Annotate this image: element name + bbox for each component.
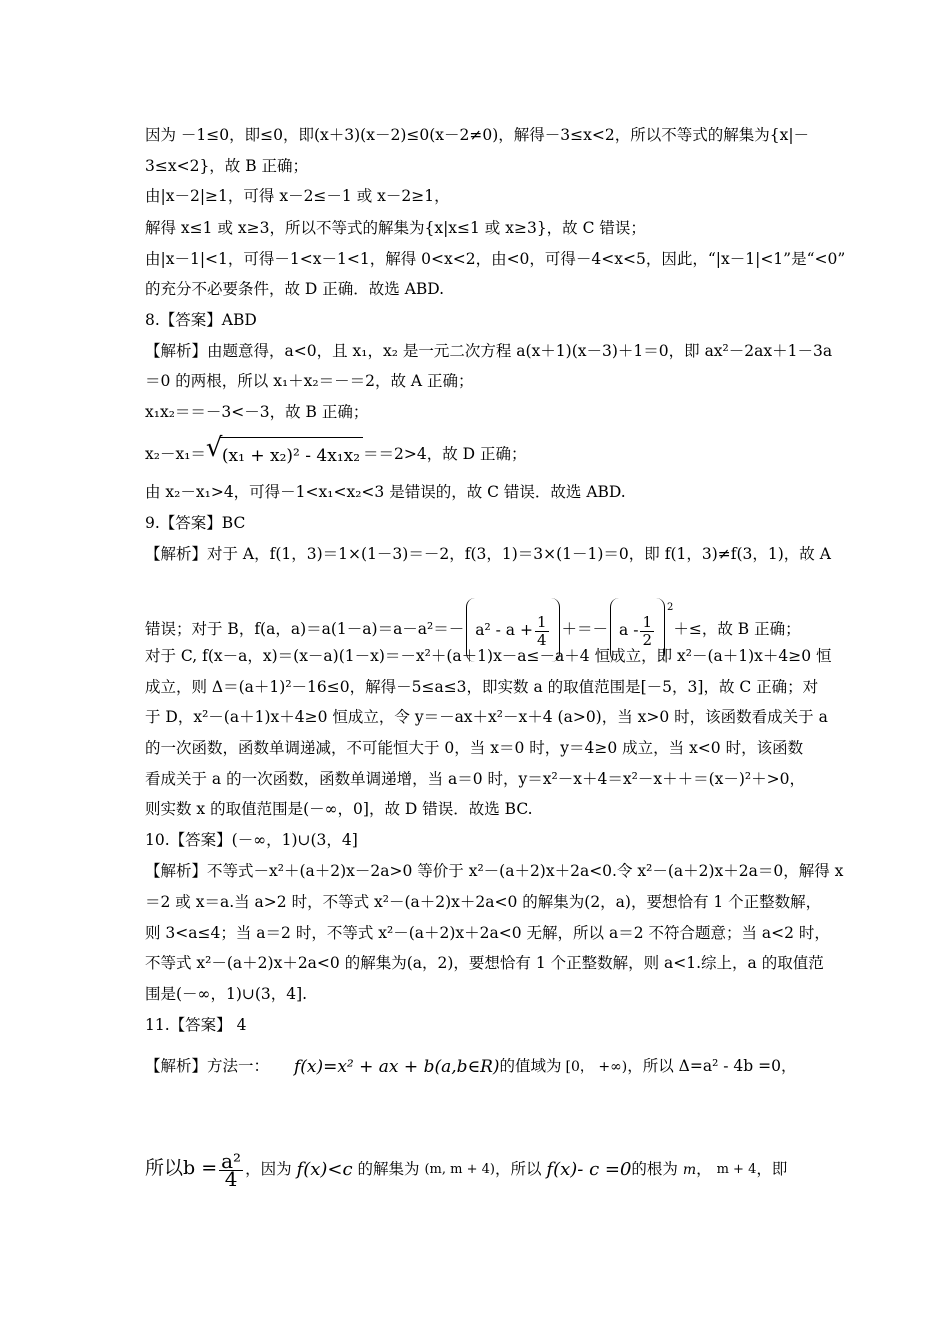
- text-segment: 的值域为: [499, 1057, 562, 1075]
- text-segment: ＝＝2>4，故 D 正确；: [363, 445, 527, 463]
- answer-heading: 10.【答案】(－∞，1)∪(3，4]: [145, 831, 358, 849]
- interval: (m, m + 4): [424, 1162, 495, 1177]
- text-segment: ，所以: [494, 1160, 542, 1178]
- text-line: 【解析】不等式－x²＋(a＋2)x－2a>0 等价于 x²－(a＋2)x＋2a<0.令 x²－(a＋2)x＋2a＝0，解得 x: [145, 862, 844, 880]
- answer-heading: 11.【答案】 4: [145, 1016, 247, 1034]
- text-segment: 的根为: [631, 1160, 678, 1178]
- text-line: 由|x－1|<1，可得－1<x－1<1，解得 0<x<2，由<0，可得－4<x<5，因此，“|x－1|<1”是“<0”: [145, 250, 846, 268]
- sqrt-body: (x₁ + x₂)² - 4x₁x₂: [220, 437, 363, 473]
- text-segment: ＋＝－: [561, 620, 609, 638]
- text-line-with-sqrt: [145, 433, 830, 473]
- expression-text: a² - a +: [475, 621, 533, 639]
- fraction-denominator: 2: [642, 630, 652, 649]
- text-line-with-fraction: [145, 1140, 830, 1196]
- text-line: 【解析】由题意得，a<0，且 x₁，x₂ 是一元二次方程 a(x＋1)(x－3)＋1＝0，即 ax²－2ax＋1－3a: [145, 342, 833, 360]
- sqrt-expression: √ (x₁ + x₂)² - 4x₁x₂: [206, 437, 363, 473]
- interval: [0， +∞): [565, 1059, 628, 1075]
- text-segment: 【解析】方法一：: [145, 1057, 270, 1075]
- text-segment: 的解集为: [357, 1160, 420, 1178]
- answer-heading: 8.【答案】ABD: [145, 311, 257, 329]
- fraction-denominator: 4: [536, 630, 547, 649]
- text-line: 解得 x≤1 或 x≥3，所以不等式的解集为{x|x≤1 或 x≥3}，故 C 错误；: [145, 219, 646, 237]
- text-line: 于 D，x²－(a＋1)x＋4≥0 恒成立，令 y＝－ax＋x²－x＋4 (a>0)，当 x>0 时，该函数看成关于 a: [145, 708, 828, 726]
- fraction: [219, 1148, 243, 1191]
- text-segment: ，即: [756, 1160, 788, 1178]
- text-segment: 所以b =: [145, 1157, 218, 1179]
- text-line: ＝0 的两根，所以 x₁＋x₂＝－＝2，故 A 正确；: [145, 372, 474, 390]
- text-line: 看成关于 a 的一次函数，函数单调递增，当 a＝0 时，y＝x²－x＋4＝x²－x＋＋＝(x－)²＋>0，: [145, 770, 805, 788]
- fraction-numerator: 1: [536, 612, 547, 631]
- text-line: 因为 －1≤0，即≤0，即(x＋3)(x－2)≤0(x－2≠0)，解得－3≤x<2，所以不等式的解集为{x|－: [145, 126, 810, 144]
- text-segment: ，: [696, 1160, 712, 1178]
- expression-text: a -: [619, 621, 639, 639]
- text-line: 由 x₂－x₁>4，可得－1<x₁<x₂<3 是错误的，故 C 错误．故选 ABD.: [145, 483, 626, 501]
- text-line: 3≤x<2}，故 B 正确；: [145, 157, 309, 175]
- fraction: [640, 614, 654, 649]
- text-line: ＝2 或 x＝a.当 a>2 时，不等式 x²－(a＋2)x＋2a<0 的解集为(2，a)，要想恰有 1 个正整数解，: [145, 893, 822, 911]
- text-line: 的充分不必要条件，故 D 正确．故选 ABD.: [145, 280, 445, 298]
- text-segment: ，所以 Δ=a² - 4b =0，: [627, 1057, 797, 1075]
- text-line: 【解析】对于 A，f(1，3)＝1×(1－3)＝－2，f(3，1)＝3×(1－1)＝0，即 f(1，3)≠f(3，1)，故 A: [145, 545, 831, 563]
- text-line-with-formula: [145, 1054, 830, 1079]
- formula: f(x)=x² + ax + b(a,b∈R): [293, 1057, 500, 1077]
- text-line: 的一次函数，函数单调递减，不可能恒大于 0，当 x＝0 时，y＝4≥0 成立，当 x<0 时，该函数: [145, 739, 804, 757]
- text-line: 成立，则 Δ＝(a＋1)²－16≤0，解得－5≤a≤3，即实数 a 的取值范围是[－5，3]，故 C 正确；对: [145, 678, 819, 696]
- formula: f(x)- c =0: [546, 1159, 632, 1180]
- text-segment: ，因为: [245, 1160, 292, 1178]
- fraction: [535, 614, 549, 649]
- text-segment: x₂－x₁＝: [145, 445, 206, 463]
- text-segment: ＋≤，故 B 正确；: [673, 620, 801, 638]
- text-line: 不等式 x²－(a＋2)x＋2a<0 的解集为(a，2)，要想恰有 1 个正整数解，则 a<1.综上，a 的取值范: [145, 954, 824, 972]
- fraction-numerator: 1: [642, 612, 652, 631]
- expression: m + 4: [716, 1162, 757, 1177]
- text-line-with-fractions: [145, 578, 830, 649]
- text-segment: 错误；对于 B，f(a，a)＝a(1－a)＝a－a²＝－: [145, 620, 465, 638]
- answer-heading: 9.【答案】BC: [145, 514, 246, 532]
- formula: f(x)<c: [296, 1159, 353, 1180]
- text-line: 则 3<a≤4；当 a＝2 时，不等式 x²－(a＋2)x＋2a<0 无解，所以 a＝2 不符合题意；当 a<2 时，: [145, 924, 830, 942]
- variable: m: [682, 1162, 697, 1178]
- text-line: 对于 C, f(x－a，x)＝(x－a)(1－x)＝－x²＋(a＋1)x－a≤－a＋4 恒成立，即 x²－(a＋1)x＋4≥0 恒: [145, 647, 832, 665]
- fraction-numerator: a²: [221, 1148, 242, 1173]
- fraction-denominator: 4: [224, 1166, 238, 1191]
- text-line: 由|x－2|≥1，可得 x－2≤－1 或 x－2≥1，: [145, 187, 450, 205]
- exponent: 2: [666, 602, 674, 613]
- text-line: 则实数 x 的取值范围是(－∞，0]，故 D 错误．故选 BC.: [145, 800, 533, 818]
- text-line: 围是(－∞，1)∪(3，4].: [145, 985, 308, 1003]
- text-line: x₁x₂＝＝－3<－3，故 B 正确；: [145, 403, 369, 421]
